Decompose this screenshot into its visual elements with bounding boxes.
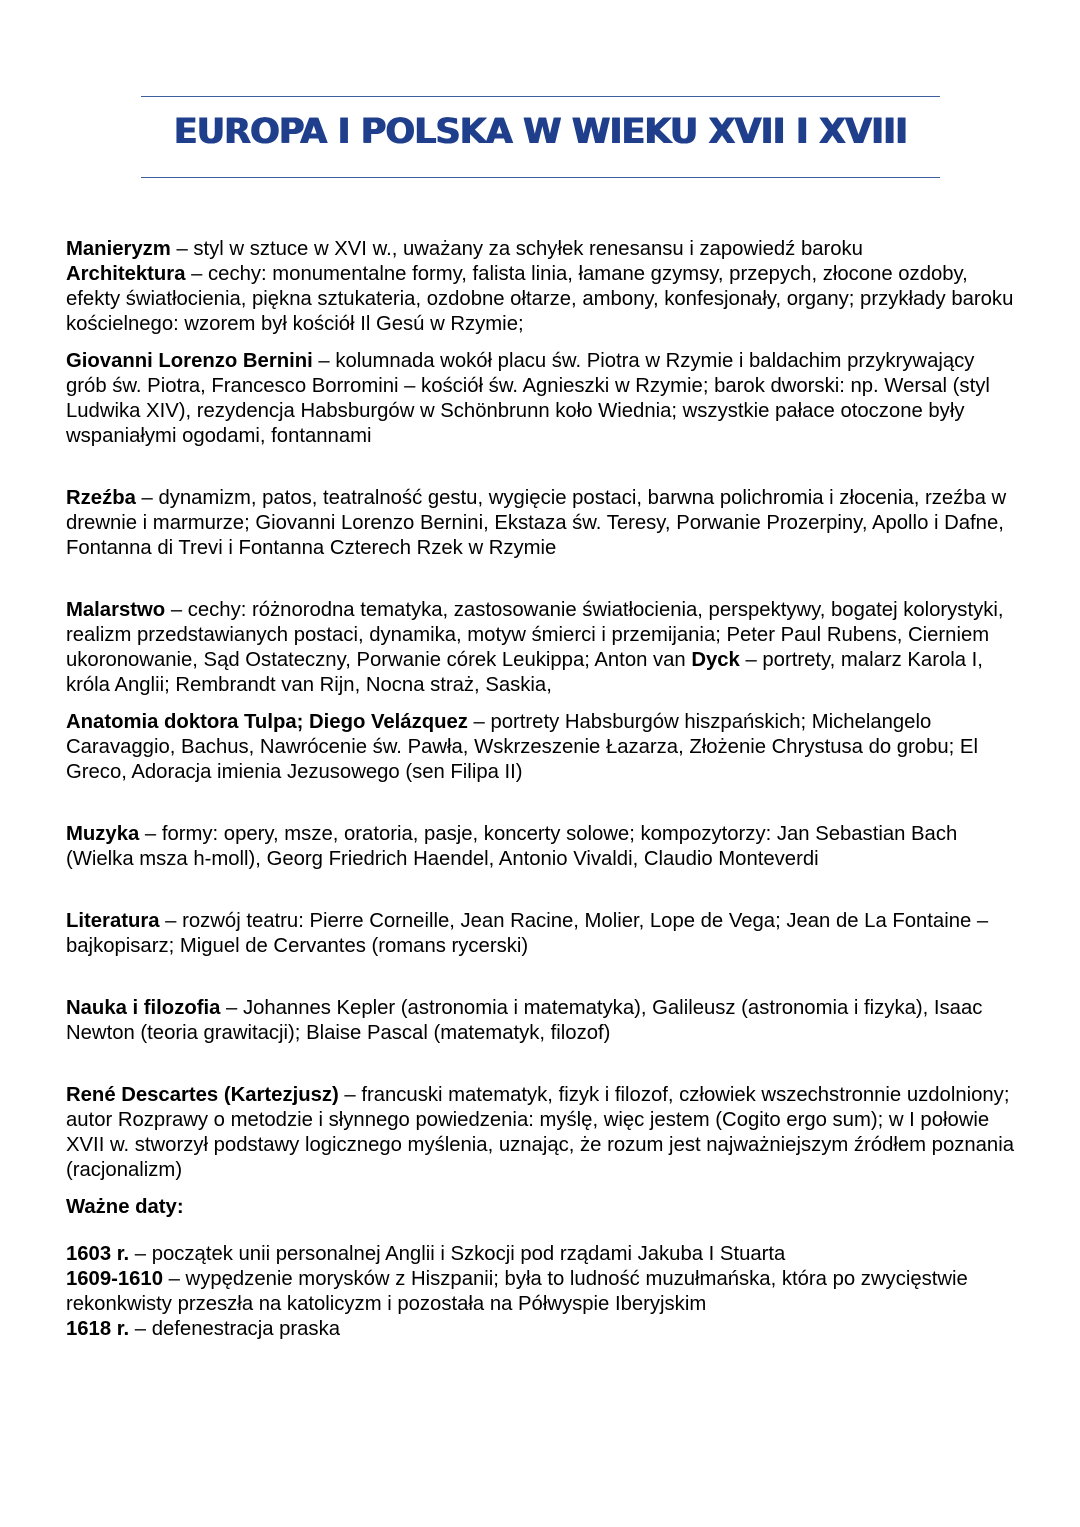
term-rzezba: Rzeźba [66, 487, 136, 509]
term-anatomia: Anatomia doktora Tulpa; Diego Velázquez [66, 711, 468, 733]
term-nauka: Nauka i filozofia [66, 997, 221, 1019]
text-muzyka: – formy: opery, msze, oratoria, pasje, koncerty solowe; kompozytorzy: Jan Sebastian Bach (Wielka msza h-moll), Georg Friedrich Haendel, Antonio Vivaldi, Claudio Monteverdi [66, 823, 958, 870]
date-year: 1618 r. [66, 1318, 130, 1340]
paragraph-muzyka [66, 822, 1016, 872]
date-1618 [66, 1317, 1016, 1342]
document-body [66, 237, 1016, 1342]
term-dyck: Dyck [691, 649, 740, 671]
title-top-rule [141, 96, 940, 97]
date-text: – początek unii personalnej Anglii i Szkocji pod rządami Jakuba I Stuarta [129, 1243, 786, 1265]
text-dyck: – portrety, malarz Karola I, króla Anglii; Rembrandt van Rijn, Nocna straż, Saskia, [66, 649, 983, 696]
paragraph-malarstwo [66, 598, 1016, 698]
text-nauka: – Johannes Kepler (astronomia i matematyka), Galileusz (astronomia i fizyka), Isaac Newton (teoria grawitacji); Blaise Pascal (matematyk, filozof) [66, 997, 983, 1044]
term-descartes: René Descartes (Kartezjusz) [66, 1084, 339, 1106]
date-1609 [66, 1267, 1016, 1317]
text-manieryzm: – styl w sztuce w XVI w., uważany za schyłek renesansu i zapowiedź baroku [170, 238, 863, 260]
text-descartes: – francuski matematyk, fizyk i filozof, człowiek wszechstronnie uzdolniony; autor Rozprawy o metodzie i słynnego powiedzenia: myślę, więc jestem (Cogito ergo sum); w I połowie XVII w. stworzył podstawy logicznego myślenia, uznając, że rozum jest najważniejszym źródłem poznania (racjonalizm) [66, 1084, 1014, 1181]
date-text: – defenestracja praska [129, 1318, 340, 1340]
text-architektura: – cechy: monumentalne formy, falista linia, łamane gzymsy, przepych, złocone ozdoby, efekty światłocienia, piękna sztukateria, ozdobne ołtarze, ambony, konfesjonały, organy; przykłady baroku kościelnego: wzorem był kościół Il Gesú w Rzymie; [66, 263, 1014, 335]
term-architektura: Architektura [66, 263, 186, 285]
paragraph-manieryzm [66, 237, 1016, 262]
term-muzyka: Muzyka [66, 823, 140, 845]
dates-heading [66, 1195, 1016, 1220]
date-1603 [66, 1242, 1016, 1267]
text-literatura: – rozwój teatru: Pierre Corneille, Jean Racine, Molier, Lope de Vega; Jean de La Fontaine – bajkopisarz; Miguel de Cervantes (romans rycerski) [66, 910, 989, 957]
term-manieryzm: Manieryzm [66, 238, 171, 260]
term-literatura: Literatura [66, 910, 160, 932]
paragraph-architektura [66, 262, 1016, 337]
paragraph-literatura [66, 909, 1016, 959]
paragraph-bernini [66, 349, 1016, 449]
title-bottom-rule [141, 177, 940, 178]
paragraph-nauka [66, 996, 1016, 1046]
term-malarstwo: Malarstwo [66, 599, 166, 621]
date-year: 1609-1610 [66, 1268, 163, 1290]
text-anatomia: – portrety Habsburgów hiszpańskich; Michelangelo Caravaggio, Bachus, Nawrócenie św. Pawła, Wskrzeszenie Łazarza, Złożenie Chrystusa do grobu; El Greco, Adoracja imienia Jezusowego (sen Filipa II) [66, 711, 978, 783]
dates-heading-label: Ważne daty: [66, 1196, 184, 1218]
paragraph-anatomia [66, 710, 1016, 785]
text-bernini: – kolumnada wokół placu św. Piotra w Rzymie i baldachim przykrywający grób św. Piotra, Francesco Borromini – kościół św. Agnieszki w Rzymie; barok dworski: np. Wersal (styl Ludwika XIV), rezydencja Habsburgów w Schönbrunn koło Wiednia; wszystkie pałace otoczone były wspaniałymi ogodami, fontannami [66, 350, 990, 447]
term-bernini: Giovanni Lorenzo Bernini [66, 350, 313, 372]
page-title: EUROPA I POLSKA W WIEKU XVII I XVIII [173, 112, 908, 152]
paragraph-descartes [66, 1083, 1016, 1183]
date-year: 1603 r. [66, 1243, 130, 1265]
date-text: – wypędzenie morysków z Hiszpanii; była to ludność muzułmańska, która po zwycięstwie rekonkwisty przeszła na katolicyzm i pozostała na Półwyspie Iberyjskim [66, 1268, 968, 1315]
text-rzezba: – dynamizm, patos, teatralność gestu, wygięcie postaci, barwna polichromia i złocenia, rzeźba w drewnie i marmurze; Giovanni Lorenzo Bernini, Ekstaza św. Teresy, Porwanie Prozerpiny, Apollo i Dafne, Fontanna di Trevi i Fontanna Czterech Rzek w Rzymie [66, 487, 1007, 559]
paragraph-rzezba [66, 486, 1016, 561]
text-malarstwo: – cechy: różnorodna tematyka, zastosowanie światłocienia, perspektywy, bogatej kolorystyki, realizm przedstawianych postaci, dynamika, motyw śmierci i przemijania; Peter Paul Rubens, Cierniem ukoronowanie, Sąd Ostateczny, Porwanie córek Leukippa; Anton van [66, 599, 1004, 671]
